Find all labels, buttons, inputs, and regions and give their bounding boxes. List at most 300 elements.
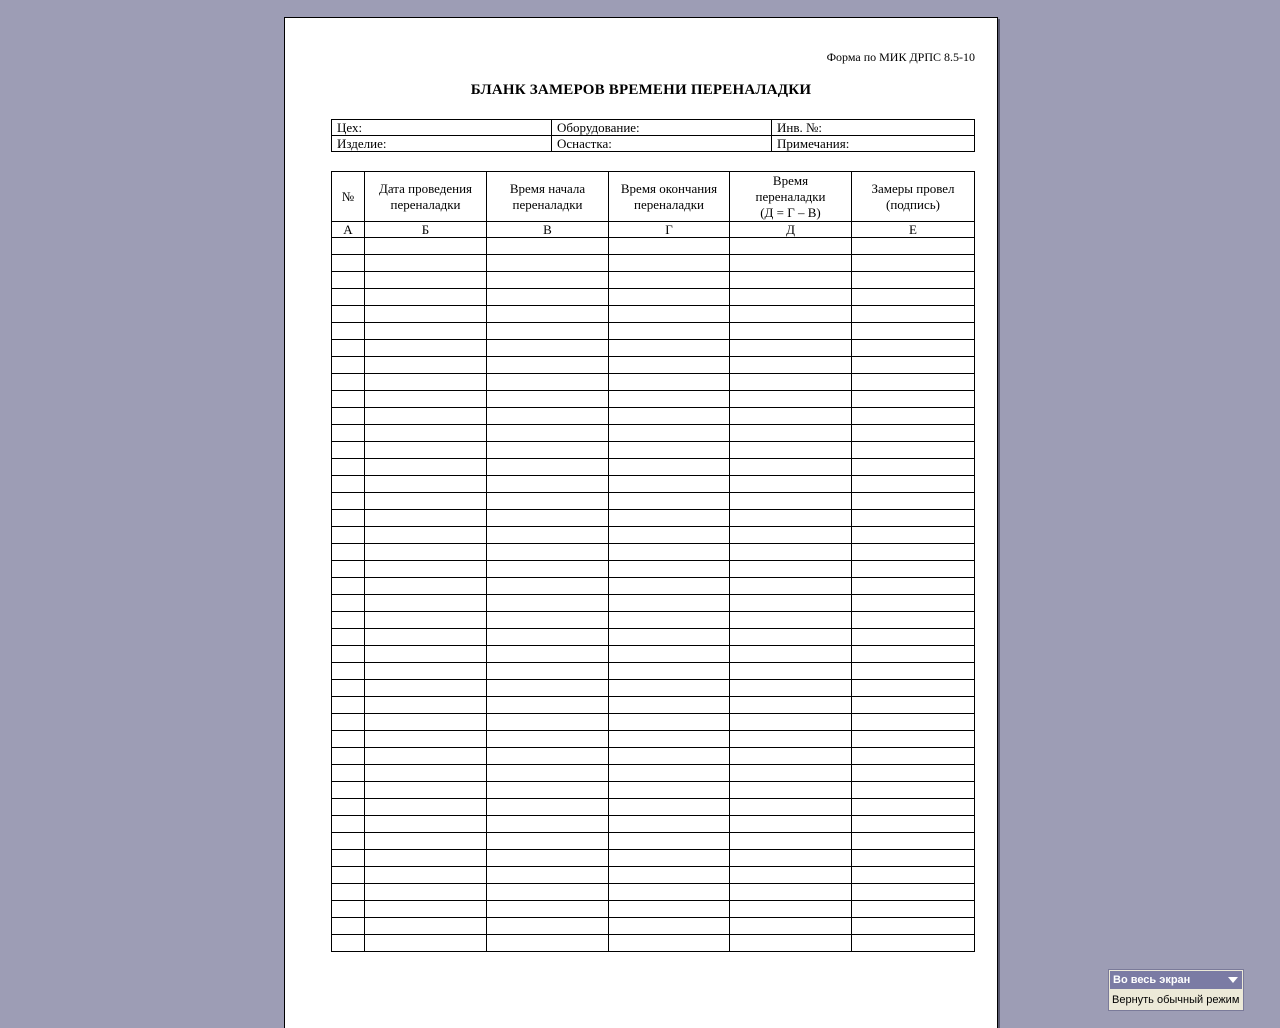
table-cell <box>365 425 487 442</box>
table-cell <box>487 867 609 884</box>
table-cell <box>730 408 852 425</box>
table-cell <box>332 459 365 476</box>
table-cell <box>365 629 487 646</box>
table-cell <box>487 816 609 833</box>
table-cell <box>609 799 730 816</box>
table-row <box>332 748 975 765</box>
column-letter: Д <box>730 222 852 238</box>
table-cell <box>852 255 975 272</box>
table-cell <box>609 272 730 289</box>
table-cell <box>332 544 365 561</box>
table-cell <box>609 748 730 765</box>
table-row <box>332 459 975 476</box>
table-cell <box>852 578 975 595</box>
table-row <box>332 578 975 595</box>
table-cell <box>487 493 609 510</box>
document-title: БЛАНК ЗАМЕРОВ ВРЕМЕНИ ПЕРЕНАЛАДКИ <box>470 82 812 98</box>
table-cell <box>487 646 609 663</box>
table-cell <box>730 680 852 697</box>
table-cell <box>852 901 975 918</box>
table-cell <box>332 340 365 357</box>
document-page[interactable] <box>284 17 998 1028</box>
table-row <box>332 680 975 697</box>
table-row <box>332 306 975 323</box>
table-cell <box>852 323 975 340</box>
table-cell <box>365 272 487 289</box>
table-row <box>332 408 975 425</box>
table-cell <box>487 425 609 442</box>
table-cell <box>852 238 975 255</box>
table-cell <box>487 374 609 391</box>
table-cell <box>365 663 487 680</box>
table-row <box>332 289 975 306</box>
table-cell <box>609 680 730 697</box>
table-cell <box>332 612 365 629</box>
table-cell <box>332 867 365 884</box>
table-cell <box>365 867 487 884</box>
table-cell <box>730 765 852 782</box>
table-cell <box>852 867 975 884</box>
table-cell <box>852 493 975 510</box>
table-cell <box>487 544 609 561</box>
column-header-line: Замеры провел <box>871 180 955 196</box>
table-cell <box>365 561 487 578</box>
table-cell <box>365 799 487 816</box>
column-letter: Г <box>609 222 730 238</box>
table-cell <box>730 731 852 748</box>
table-row <box>332 782 975 799</box>
dropdown-arrow-icon[interactable] <box>1228 977 1238 983</box>
table-cell <box>487 306 609 323</box>
table-cell <box>365 765 487 782</box>
table-row <box>332 918 975 935</box>
table-cell <box>852 391 975 408</box>
equipment-field: Оборудование: <box>552 120 772 136</box>
table-cell <box>332 748 365 765</box>
table-cell <box>332 510 365 527</box>
table-cell <box>730 646 852 663</box>
table-cell <box>730 255 852 272</box>
table-cell <box>730 442 852 459</box>
table-cell <box>365 731 487 748</box>
table-cell <box>487 884 609 901</box>
table-cell <box>609 340 730 357</box>
table-cell <box>852 680 975 697</box>
table-cell <box>332 646 365 663</box>
table-cell <box>852 544 975 561</box>
table-cell <box>609 374 730 391</box>
table-cell <box>609 391 730 408</box>
table-cell <box>609 425 730 442</box>
table-cell <box>730 629 852 646</box>
column-letter: Е <box>852 222 975 238</box>
table-row <box>332 799 975 816</box>
column-header-line: Время начала <box>509 180 586 196</box>
table-cell <box>332 680 365 697</box>
table-cell <box>852 357 975 374</box>
table-cell <box>332 578 365 595</box>
table-cell <box>487 357 609 374</box>
table-cell <box>365 595 487 612</box>
table-row <box>332 340 975 357</box>
table-cell <box>332 629 365 646</box>
table-row <box>332 867 975 884</box>
table-cell <box>487 527 609 544</box>
table-row <box>332 935 975 952</box>
table-cell <box>730 459 852 476</box>
table-row <box>332 272 975 289</box>
column-header-line: переналадки <box>634 196 704 212</box>
table-cell <box>730 476 852 493</box>
table-row <box>332 663 975 680</box>
table-cell <box>730 714 852 731</box>
table-cell <box>365 323 487 340</box>
table-cell <box>609 646 730 663</box>
table-cell <box>332 884 365 901</box>
inv-number-field: Инв. №: <box>772 120 975 136</box>
table-cell <box>609 493 730 510</box>
table-cell <box>730 782 852 799</box>
workshop-field: Цех: <box>332 120 552 136</box>
table-cell <box>332 527 365 544</box>
table-row <box>332 697 975 714</box>
table-cell <box>609 595 730 612</box>
table-cell <box>730 323 852 340</box>
table-cell <box>852 646 975 663</box>
table-cell <box>487 272 609 289</box>
table-cell <box>332 935 365 952</box>
table-cell <box>487 459 609 476</box>
table-cell <box>609 714 730 731</box>
table-cell <box>609 782 730 799</box>
table-cell <box>365 374 487 391</box>
table-cell <box>487 289 609 306</box>
table-cell <box>332 442 365 459</box>
table-cell <box>852 833 975 850</box>
table-cell <box>730 561 852 578</box>
table-cell <box>487 935 609 952</box>
table-cell <box>609 901 730 918</box>
table-cell <box>609 850 730 867</box>
form-reference: Форма по МИК ДРПС 8.5-10 <box>826 50 975 64</box>
table-cell <box>730 612 852 629</box>
column-letter: А <box>332 222 365 238</box>
table-cell <box>332 850 365 867</box>
table-cell <box>365 527 487 544</box>
table-row <box>332 357 975 374</box>
table-row <box>332 391 975 408</box>
table-cell <box>730 391 852 408</box>
table-row <box>332 374 975 391</box>
table-cell <box>852 425 975 442</box>
table-cell <box>487 799 609 816</box>
table-cell <box>609 629 730 646</box>
table-cell <box>852 918 975 935</box>
table-cell <box>609 510 730 527</box>
table-header-row <box>332 172 975 222</box>
table-cell <box>365 918 487 935</box>
table-cell <box>609 612 730 629</box>
table-cell <box>852 884 975 901</box>
table-cell <box>609 289 730 306</box>
column-header-4 <box>730 172 852 222</box>
table-cell <box>609 544 730 561</box>
table-cell <box>365 850 487 867</box>
table-cell <box>487 323 609 340</box>
table-cell <box>609 476 730 493</box>
table-cell <box>852 782 975 799</box>
notes-field: Примечания: <box>772 136 975 152</box>
table-cell <box>487 918 609 935</box>
column-header-2 <box>487 172 609 222</box>
table-cell <box>730 493 852 510</box>
table-cell <box>487 731 609 748</box>
table-cell <box>730 374 852 391</box>
table-cell <box>332 918 365 935</box>
table-row <box>332 595 975 612</box>
table-row <box>332 816 975 833</box>
fullscreen-toolbar-title-label: Во весь экран <box>1113 974 1191 986</box>
table-cell <box>609 578 730 595</box>
table-cell <box>332 493 365 510</box>
table-cell <box>730 238 852 255</box>
table-cell <box>730 918 852 935</box>
table-row <box>332 255 975 272</box>
table-row <box>332 833 975 850</box>
table-cell <box>730 833 852 850</box>
table-cell <box>487 578 609 595</box>
table-cell <box>487 850 609 867</box>
table-cell <box>609 697 730 714</box>
table-cell <box>365 357 487 374</box>
table-cell <box>332 289 365 306</box>
column-header-line: (подпись) <box>886 196 940 212</box>
table-cell <box>730 425 852 442</box>
table-cell <box>852 527 975 544</box>
table-cell <box>487 663 609 680</box>
table-cell <box>609 918 730 935</box>
table-cell <box>609 884 730 901</box>
table-cell <box>487 765 609 782</box>
table-cell <box>609 459 730 476</box>
table-cell <box>609 238 730 255</box>
table-cell <box>852 663 975 680</box>
tooling-field: Оснастка: <box>552 136 772 152</box>
table-cell <box>730 357 852 374</box>
table-cell <box>609 731 730 748</box>
table-cell <box>365 408 487 425</box>
table-row <box>332 544 975 561</box>
table-cell <box>730 867 852 884</box>
column-header-line: переналадки <box>512 196 583 212</box>
table-cell <box>332 901 365 918</box>
table-cell <box>852 340 975 357</box>
column-header-line: № <box>341 188 355 204</box>
column-header-0 <box>332 172 365 222</box>
table-row <box>332 510 975 527</box>
table-cell <box>609 816 730 833</box>
table-cell <box>487 782 609 799</box>
table-cell <box>365 697 487 714</box>
table-cell <box>609 765 730 782</box>
table-cell <box>487 255 609 272</box>
restore-normal-mode-button[interactable]: Вернуть обычный режим <box>1112 994 1240 1006</box>
table-row <box>332 765 975 782</box>
table-cell <box>365 391 487 408</box>
table-cell <box>730 544 852 561</box>
product-field: Изделие: <box>332 136 552 152</box>
table-row <box>332 323 975 340</box>
table-row <box>332 561 975 578</box>
table-row <box>332 476 975 493</box>
table-row <box>332 493 975 510</box>
table-cell <box>852 459 975 476</box>
table-row <box>332 901 975 918</box>
table-cell <box>730 816 852 833</box>
table-cell <box>852 935 975 952</box>
table-row <box>332 629 975 646</box>
table-cell <box>730 510 852 527</box>
table-cell <box>365 680 487 697</box>
table-cell <box>730 595 852 612</box>
table-cell <box>730 578 852 595</box>
table-cell <box>609 408 730 425</box>
table-cell <box>365 493 487 510</box>
fullscreen-toolbar <box>1108 969 1244 1011</box>
column-header-3 <box>609 172 730 222</box>
table-cell <box>487 595 609 612</box>
table-cell <box>332 323 365 340</box>
table-cell <box>852 306 975 323</box>
table-cell <box>365 935 487 952</box>
table-cell <box>487 442 609 459</box>
table-cell <box>365 238 487 255</box>
table-cell <box>609 527 730 544</box>
table-cell <box>609 323 730 340</box>
table-cell <box>332 408 365 425</box>
table-cell <box>730 272 852 289</box>
table-cell <box>365 459 487 476</box>
table-cell <box>332 357 365 374</box>
table-cell <box>487 476 609 493</box>
table-cell <box>730 306 852 323</box>
table-cell <box>332 425 365 442</box>
table-cell <box>332 782 365 799</box>
table-cell <box>365 289 487 306</box>
table-cell <box>332 765 365 782</box>
table-cell <box>852 697 975 714</box>
table-cell <box>332 595 365 612</box>
fullscreen-toolbar-title[interactable] <box>1110 971 1242 989</box>
table-cell <box>852 408 975 425</box>
table-cell <box>487 680 609 697</box>
table-cell <box>365 901 487 918</box>
table-cell <box>852 850 975 867</box>
column-header-5 <box>852 172 975 222</box>
table-cell <box>852 561 975 578</box>
table-row <box>332 442 975 459</box>
table-cell <box>365 306 487 323</box>
table-cell <box>332 816 365 833</box>
table-cell <box>852 765 975 782</box>
table-cell <box>365 340 487 357</box>
table-cell <box>487 408 609 425</box>
table-cell <box>730 850 852 867</box>
table-cell <box>332 731 365 748</box>
table-row <box>332 527 975 544</box>
column-letter: Б <box>365 222 487 238</box>
table-cell <box>852 816 975 833</box>
table-cell <box>852 476 975 493</box>
table-cell <box>852 612 975 629</box>
table-cell <box>332 799 365 816</box>
table-cell <box>852 595 975 612</box>
table-cell <box>730 340 852 357</box>
table-row <box>332 238 975 255</box>
column-header-line: переналадки <box>390 196 461 212</box>
table-cell <box>609 833 730 850</box>
table-cell <box>332 663 365 680</box>
table-cell <box>609 357 730 374</box>
table-cell <box>730 901 852 918</box>
table-cell <box>852 272 975 289</box>
table-cell <box>609 663 730 680</box>
table-cell <box>609 442 730 459</box>
table-cell <box>365 714 487 731</box>
table-cell <box>852 289 975 306</box>
table-cell <box>730 663 852 680</box>
table-cell <box>365 510 487 527</box>
table-cell <box>365 748 487 765</box>
table-cell <box>332 272 365 289</box>
table-cell <box>852 799 975 816</box>
table-cell <box>609 867 730 884</box>
table-cell <box>487 510 609 527</box>
column-header-line: Дата проведения <box>378 180 473 196</box>
table-cell <box>487 238 609 255</box>
table-cell <box>365 782 487 799</box>
table-cell <box>365 442 487 459</box>
table-cell <box>487 748 609 765</box>
table-cell <box>332 374 365 391</box>
table-cell <box>365 476 487 493</box>
table-cell <box>730 935 852 952</box>
column-header-1 <box>365 172 487 222</box>
table-row <box>332 612 975 629</box>
column-header-line: Время <box>772 172 809 188</box>
table-cell <box>609 306 730 323</box>
table-cell <box>609 561 730 578</box>
table-cell <box>332 697 365 714</box>
table-cell <box>852 442 975 459</box>
table-cell <box>730 748 852 765</box>
table-cell <box>365 884 487 901</box>
table-row <box>332 731 975 748</box>
table-cell <box>365 833 487 850</box>
table-cell <box>365 255 487 272</box>
table-cell <box>487 391 609 408</box>
table-cell <box>487 612 609 629</box>
table-cell <box>332 476 365 493</box>
table-cell <box>730 289 852 306</box>
table-cell <box>730 527 852 544</box>
table-cell <box>332 306 365 323</box>
column-letter: В <box>487 222 609 238</box>
table-cell <box>332 391 365 408</box>
table-cell <box>487 714 609 731</box>
table-cell <box>487 561 609 578</box>
table-cell <box>852 374 975 391</box>
